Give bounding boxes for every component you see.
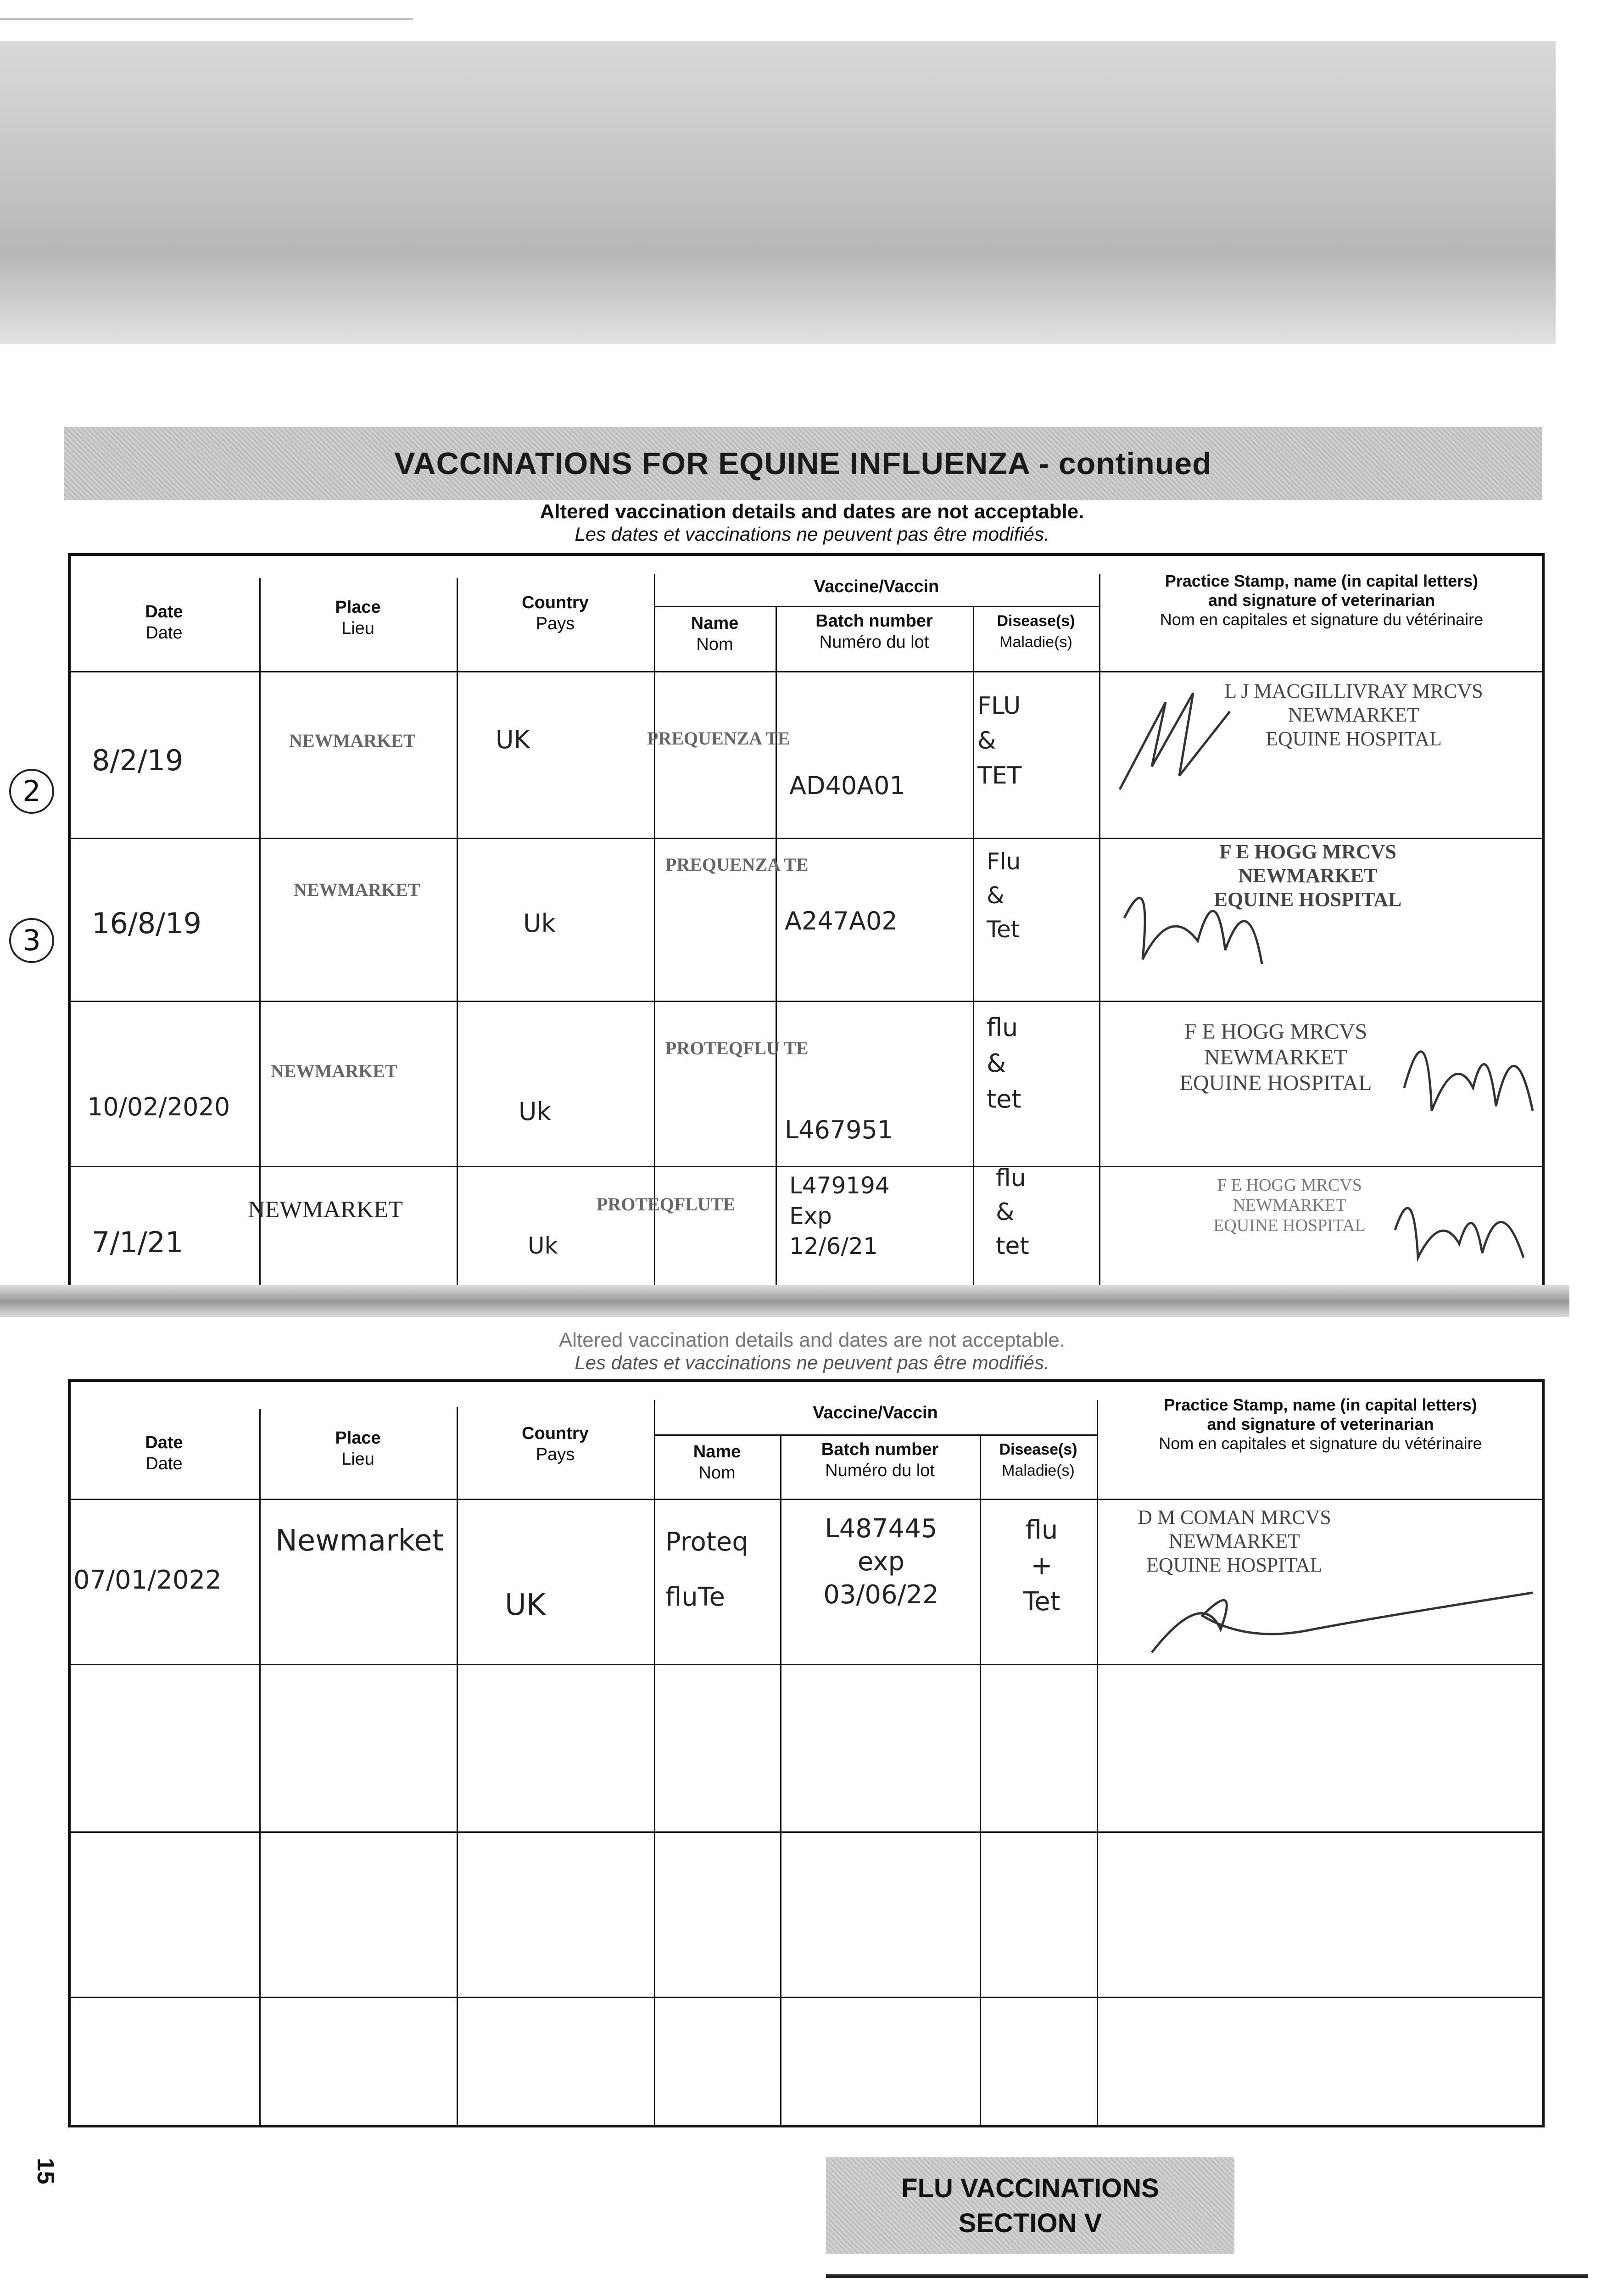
- notice-fr: Les dates et vaccinations ne peuvent pas être modifiés.: [575, 523, 1049, 545]
- row-vaccine-name: PREQUENZA TE: [647, 728, 790, 749]
- row-batch: L467951: [785, 1115, 893, 1144]
- footer-line1: FLU VACCINATIONS: [901, 2173, 1159, 2203]
- row-place: NEWMARKET: [289, 730, 416, 751]
- vet-signature: [1111, 675, 1257, 812]
- row-line: [68, 1831, 1545, 1833]
- row-line: [68, 1001, 1545, 1002]
- header-place: Place Lieu: [335, 598, 381, 638]
- scan-shadow: [0, 41, 1556, 344]
- row-disease: flu & tet: [987, 1013, 1021, 1114]
- scan-artifact-line: [0, 18, 413, 20]
- header-name: Name Nom: [691, 614, 739, 654]
- row-date: 8/2/19: [92, 744, 184, 777]
- vet-stamp: F E HOGG MRCVS NEWMARKET EQUINE HOSPITAL: [1213, 1175, 1366, 1235]
- row-disease: FLU & TET: [977, 692, 1022, 789]
- page-number: 15: [32, 2158, 59, 2184]
- section-footer: [826, 2157, 1234, 2254]
- header-country: Country Pays: [522, 593, 589, 633]
- vet-stamp: L J MACGILLIVRAY MRCVS NEWMARKET EQUINE HOSPITAL: [1224, 680, 1483, 750]
- row-place: NEWMARKET: [294, 879, 420, 900]
- row-vaccine-name: PREQUENZA TE: [665, 854, 809, 875]
- header-disease: Disease(s) Maladie(s): [999, 1441, 1077, 1479]
- lower-table: [68, 1379, 1545, 2127]
- footer-line2: SECTION V: [958, 2208, 1102, 2238]
- row-vaccine-name: Proteq fluTe: [665, 1527, 748, 1612]
- col-line: [259, 1409, 261, 2127]
- header-batch: Batch number Numéro du lot: [815, 611, 933, 652]
- row-country: UK: [496, 725, 530, 754]
- vet-stamp: F E HOGG MRCVS NEWMARKET EQUINE HOSPITAL: [1214, 840, 1402, 911]
- row-batch: AD40A01: [789, 771, 905, 800]
- row-batch: L487445 exp 03/06/22: [823, 1514, 939, 1610]
- vet-stamp: D M COMAN MRCVS NEWMARKET EQUINE HOSPITAL: [1138, 1506, 1331, 1576]
- vet-signature: [1386, 1166, 1542, 1276]
- header-vaccine: Vaccine/Vaccin: [813, 1403, 938, 1422]
- row-line: [68, 1166, 1545, 1167]
- header-disease: Disease(s) Maladie(s): [997, 612, 1075, 651]
- row-country: Uk: [528, 1232, 558, 1259]
- row-line: [68, 838, 1545, 839]
- row-marker: 2: [9, 769, 54, 814]
- row-line: [654, 1434, 1097, 1436]
- notice-en: Altered vaccination details and dates are not acceptable.: [540, 500, 1084, 523]
- footer-rule: [826, 2274, 1588, 2278]
- row-date: 16/8/19: [92, 907, 202, 940]
- vet-signature: [1395, 996, 1542, 1134]
- banner-title: VACCINATIONS FOR EQUINE INFLUENZA - continued: [394, 446, 1212, 481]
- row-disease: Flu & Tet: [987, 848, 1021, 943]
- vet-signature: [1115, 849, 1299, 987]
- row-country: Uk: [519, 1097, 551, 1126]
- col-line: [654, 1400, 655, 2127]
- col-line: [457, 1407, 458, 2127]
- row-vaccine-name: PROTEQFLUTE: [597, 1194, 736, 1215]
- row-vaccine-name: PROTEQFLU TE: [665, 1038, 809, 1058]
- section-banner: [64, 427, 1542, 500]
- header-stamp: Practice Stamp, name (in capital letters) and signature of veterinarian Nom en capitales et signature du vétérinaire: [1160, 571, 1484, 629]
- row-country: UK: [505, 1588, 546, 1622]
- col-line: [457, 578, 458, 1306]
- col-line: [980, 1434, 981, 2127]
- row-batch: A247A02: [785, 907, 898, 935]
- col-line: [973, 606, 974, 1306]
- row-batch: L479194 Exp 12/6/21: [789, 1172, 890, 1259]
- row-disease: flu & tet: [996, 1164, 1029, 1260]
- header-country: Country Pays: [522, 1424, 589, 1464]
- scan-separator: [0, 1285, 1569, 1317]
- row-date: 7/1/21: [92, 1226, 184, 1259]
- row-line: [68, 1499, 1545, 1500]
- header-name: Name Nom: [693, 1442, 741, 1483]
- header-stamp: Practice Stamp, name (in capital letters) and signature of veterinarian Nom en capitales et signature du vétérinaire: [1159, 1395, 1482, 1453]
- header-place: Place Lieu: [335, 1428, 381, 1469]
- row-place: NEWMARKET: [248, 1197, 403, 1223]
- row-line: [68, 1664, 1545, 1665]
- col-line: [1099, 574, 1100, 1306]
- row-date: 07/01/2022: [73, 1565, 222, 1595]
- row-date: 10/02/2020: [87, 1092, 230, 1121]
- lower-notice-en: Altered vaccination details and dates are not acceptable.: [558, 1329, 1066, 1351]
- row-line: [654, 606, 1099, 607]
- header-date: Date Date: [145, 1433, 183, 1473]
- row-disease: flu + Tet: [1023, 1515, 1060, 1617]
- header-batch: Batch number Numéro du lot: [821, 1440, 939, 1480]
- row-line: [68, 1997, 1545, 1998]
- header-vaccine: Vaccine/Vaccin: [814, 577, 939, 596]
- row-place: NEWMARKET: [271, 1061, 397, 1081]
- vet-signature: [1147, 1561, 1542, 1662]
- row-line: [68, 671, 1545, 672]
- col-line: [776, 606, 777, 1306]
- header-date: Date Date: [145, 602, 183, 643]
- row-marker: 3: [9, 918, 54, 963]
- col-line: [780, 1434, 781, 2127]
- lower-notice-fr: Les dates et vaccinations ne peuvent pas être modifiés.: [575, 1352, 1049, 1373]
- row-place: Newmarket: [275, 1524, 444, 1558]
- vet-stamp: F E HOGG MRCVS NEWMARKET EQUINE HOSPITAL: [1179, 1019, 1372, 1095]
- row-country: Uk: [523, 909, 556, 938]
